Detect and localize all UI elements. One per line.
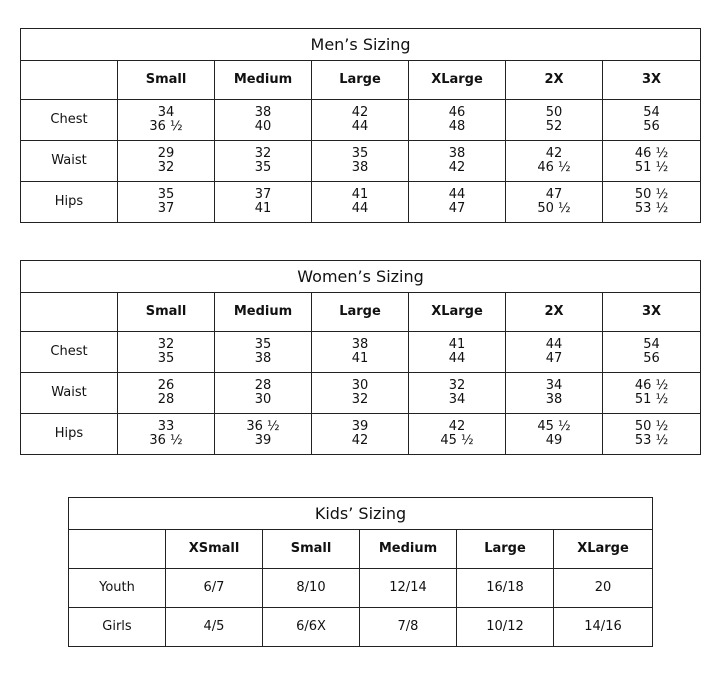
cell-min: 45 ½ (537, 419, 571, 434)
cell-min: 36 ½ (246, 419, 280, 434)
table-cell: 16/18 (457, 569, 554, 608)
table-cell (409, 332, 506, 373)
table-cell (215, 182, 312, 223)
cell-max: 37 (157, 201, 175, 216)
table-cell (215, 414, 312, 455)
table-cell (118, 141, 215, 182)
table-cell: 6/6X (263, 608, 360, 647)
column-header: Small (118, 61, 215, 100)
column-header: Large (457, 530, 554, 569)
cell-max: 51 ½ (634, 392, 669, 407)
table-cell (118, 373, 215, 414)
column-header: XSmall (166, 530, 263, 569)
column-header: XLarge (409, 61, 506, 100)
cell-max: 48 (448, 119, 466, 134)
cell-max: 52 (545, 119, 563, 134)
table-title: Men’s Sizing (21, 29, 701, 61)
cell-min: 35 (351, 146, 369, 161)
table-title: Kids’ Sizing (69, 498, 653, 530)
cell-max: 46 ½ (537, 160, 571, 175)
cell-max: 56 (643, 351, 660, 366)
cell-min: 42 (545, 146, 563, 161)
row-label: Girls (69, 608, 166, 647)
row-label: Youth (69, 569, 166, 608)
cell-max: 32 (157, 160, 175, 175)
cell-min: 46 (448, 105, 466, 120)
column-header: 2X (506, 293, 603, 332)
table-cell (506, 332, 603, 373)
table-cell (312, 141, 409, 182)
mens-sizing-table (20, 28, 701, 223)
cell-min: 38 (351, 337, 369, 352)
table-row (21, 141, 701, 182)
cell-max: 42 (351, 433, 369, 448)
column-header: XLarge (409, 293, 506, 332)
cell-max: 34 (448, 392, 466, 407)
cell-max: 35 (157, 351, 175, 366)
cell-max: 56 (643, 119, 660, 134)
table-row (21, 100, 701, 141)
cell-min: 42 (351, 105, 369, 120)
column-header: 2X (506, 61, 603, 100)
cell-max: 38 (351, 160, 369, 175)
table-cell (603, 141, 701, 182)
cell-min: 41 (448, 337, 466, 352)
table-cell (118, 100, 215, 141)
cell-min: 32 (448, 378, 466, 393)
table-cell: 6/7 (166, 569, 263, 608)
table-cell: 10/12 (457, 608, 554, 647)
table-title: Women’s Sizing (21, 261, 701, 293)
womens-sizing-table (20, 260, 701, 455)
row-label: Chest (21, 332, 118, 373)
cell-min: 46 ½ (634, 378, 669, 393)
table-row (21, 373, 701, 414)
cell-min: 54 (643, 337, 660, 352)
row-label: Hips (21, 414, 118, 455)
table-cell (603, 100, 701, 141)
cell-max: 32 (351, 392, 369, 407)
table-cell (312, 100, 409, 141)
column-header: XLarge (554, 530, 653, 569)
cell-max: 36 ½ (149, 433, 183, 448)
cell-min: 33 (157, 419, 175, 434)
cell-max: 44 (351, 119, 369, 134)
corner-cell (21, 293, 118, 332)
table-cell (409, 100, 506, 141)
table-cell (603, 182, 701, 223)
table-row (21, 182, 701, 223)
cell-max: 40 (254, 119, 272, 134)
cell-min: 50 ½ (634, 187, 669, 202)
cell-max: 53 ½ (634, 201, 669, 216)
row-label: Hips (21, 182, 118, 223)
cell-max: 50 ½ (537, 201, 571, 216)
cell-max: 47 (448, 201, 466, 216)
cell-min: 54 (643, 105, 660, 120)
table-cell (312, 373, 409, 414)
table-cell (312, 182, 409, 223)
row-label: Waist (21, 141, 118, 182)
column-header: 3X (603, 61, 701, 100)
cell-min: 28 (254, 378, 272, 393)
table-cell: 12/14 (360, 569, 457, 608)
table-cell (603, 332, 701, 373)
cell-min: 44 (545, 337, 563, 352)
cell-max: 36 ½ (149, 119, 183, 134)
cell-min: 50 (545, 105, 563, 120)
column-header: Small (118, 293, 215, 332)
cell-max: 44 (448, 351, 466, 366)
table-cell (312, 332, 409, 373)
cell-max: 42 (448, 160, 466, 175)
table-cell (215, 141, 312, 182)
cell-min: 35 (157, 187, 175, 202)
cell-min: 34 (157, 105, 175, 120)
cell-max: 41 (351, 351, 369, 366)
cell-max: 38 (545, 392, 563, 407)
table-cell: 20 (554, 569, 653, 608)
cell-max: 47 (545, 351, 563, 366)
table-cell (603, 373, 701, 414)
table-cell (409, 141, 506, 182)
table-cell (506, 182, 603, 223)
cell-min: 46 ½ (634, 146, 669, 161)
cell-max: 39 (254, 433, 272, 448)
table-cell: 8/10 (263, 569, 360, 608)
row-label: Chest (21, 100, 118, 141)
cell-max: 44 (351, 201, 369, 216)
cell-min: 50 ½ (634, 419, 669, 434)
cell-min: 47 (545, 187, 563, 202)
table-cell (409, 414, 506, 455)
kids-sizing-table (68, 497, 653, 647)
cell-min: 41 (351, 187, 369, 202)
table-cell (506, 141, 603, 182)
corner-cell (21, 61, 118, 100)
table-cell (215, 332, 312, 373)
cell-min: 38 (448, 146, 466, 161)
cell-min: 44 (448, 187, 466, 202)
table-cell (409, 182, 506, 223)
table-cell (506, 100, 603, 141)
table-cell (215, 373, 312, 414)
table-cell (118, 414, 215, 455)
cell-min: 35 (254, 337, 272, 352)
cell-max: 38 (254, 351, 272, 366)
cell-min: 26 (157, 378, 175, 393)
table-row (69, 569, 653, 608)
cell-max: 53 ½ (634, 433, 669, 448)
column-header: Medium (215, 293, 312, 332)
cell-max: 28 (157, 392, 175, 407)
column-header: Medium (215, 61, 312, 100)
table-cell (312, 414, 409, 455)
table-cell (506, 414, 603, 455)
table-cell: 7/8 (360, 608, 457, 647)
cell-min: 42 (448, 419, 466, 434)
table-cell: 4/5 (166, 608, 263, 647)
table-cell (506, 373, 603, 414)
row-label: Waist (21, 373, 118, 414)
table-cell (603, 414, 701, 455)
column-header: Large (312, 293, 409, 332)
column-header: 3X (603, 293, 701, 332)
cell-min: 38 (254, 105, 272, 120)
cell-max: 45 ½ (440, 433, 474, 448)
cell-min: 32 (157, 337, 175, 352)
column-header: Medium (360, 530, 457, 569)
cell-min: 34 (545, 378, 563, 393)
table-row (21, 332, 701, 373)
cell-min: 30 (351, 378, 369, 393)
table-cell (409, 373, 506, 414)
table-cell (118, 182, 215, 223)
cell-min: 37 (254, 187, 272, 202)
table-row (69, 608, 653, 647)
cell-max: 49 (545, 433, 563, 448)
table-cell: 14/16 (554, 608, 653, 647)
cell-max: 30 (254, 392, 272, 407)
cell-max: 41 (254, 201, 272, 216)
cell-min: 32 (254, 146, 272, 161)
cell-min: 39 (351, 419, 369, 434)
cell-min: 29 (157, 146, 175, 161)
table-cell (215, 100, 312, 141)
table-row (21, 414, 701, 455)
column-header: Small (263, 530, 360, 569)
corner-cell (69, 530, 166, 569)
table-cell (118, 332, 215, 373)
cell-max: 51 ½ (634, 160, 669, 175)
cell-max: 35 (254, 160, 272, 175)
column-header: Large (312, 61, 409, 100)
